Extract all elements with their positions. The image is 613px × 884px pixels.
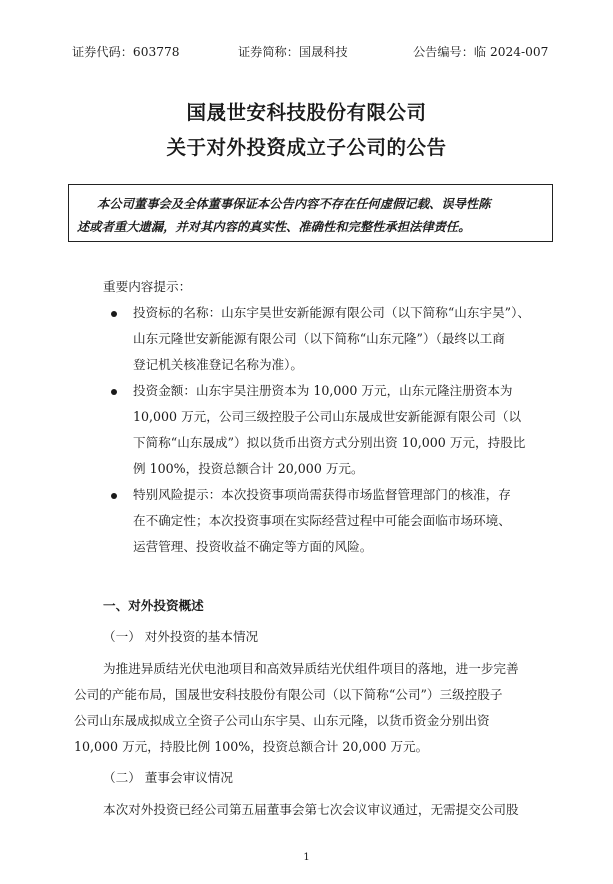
subsection-2-heading: （二） 董事会审议情况 xyxy=(103,770,233,785)
stock-code: 证券代码：603778 xyxy=(72,45,180,59)
bullet-icon xyxy=(111,311,117,317)
key-point-3-line-3: 运营管理、投资收益不确定等方面的风险。 xyxy=(133,539,373,554)
key-point-2-line-2: 10,000 万元，公司三级控股子公司山东晟成世安新能源有限公司（以 xyxy=(133,409,522,424)
bullet-icon xyxy=(111,493,117,499)
paragraph-1-line-1: 为推进异质结光伏电池项目和高效异质结光伏组件项目的落地，进一步完善 xyxy=(103,661,519,676)
announcement-title: 关于对外投资成立子公司的公告 xyxy=(166,136,447,159)
key-point-3-line-1: 特别风险提示：本次投资事项尚需获得市场监督管理部门的核准，存 xyxy=(133,487,511,502)
key-point-3-line-2: 在不确定性；本次投资事项在实际经营过程中可能会面临市场环境、 xyxy=(133,513,511,528)
paragraph-2-line-1: 本次对外投资已经公司第五届董事会第七次会议审议通过，无需提交公司股 xyxy=(103,802,519,817)
stock-name: 证券简称：国晟科技 xyxy=(238,45,348,59)
subsection-1-heading: （一） 对外投资的基本情况 xyxy=(103,629,259,644)
key-point-1-line-1: 投资标的名称：山东宇昊世安新能源有限公司（以下简称“山东宇昊”）、 xyxy=(133,305,530,320)
disclaimer-line-1: 本公司董事会及全体董事保证本公告内容不存在任何虚假记载、误导性陈 xyxy=(97,196,491,211)
notice-number: 公告编号：临 2024-007 xyxy=(413,45,549,59)
page-number: 1 xyxy=(303,852,310,863)
key-point-2-line-1: 投资金额：山东宇昊注册资本为 10,000 万元，山东元隆注册资本为 xyxy=(133,383,513,398)
key-point-1-line-3: 登记机关核准登记名称为准）。 xyxy=(133,357,304,372)
disclaimer-line-2: 述或者重大遗漏，并对其内容的真实性、准确性和完整性承担法律责任。 xyxy=(77,219,471,234)
paragraph-1-line-3: 公司山东晟成拟成立全资子公司山东宇昊、山东元隆，以货币资金分别出资 xyxy=(74,713,490,728)
key-point-2-line-3: 下简称“山东晟成”）拟以货币出资方式分别出资 10,000 万元，持股比 xyxy=(133,435,526,450)
disclaimer-box xyxy=(68,184,553,242)
paragraph-1-line-4: 10,000 万元，持股比例 100%，投资总额合计 20,000 万元。 xyxy=(74,739,429,754)
key-point-2-line-4: 例 100%，投资总额合计 20,000 万元。 xyxy=(133,461,364,476)
section-1-heading: 一、对外投资概述 xyxy=(103,598,204,613)
key-points-heading: 重要内容提示： xyxy=(103,279,192,294)
paragraph-1-line-2: 公司的产能布局，国晟世安科技股份有限公司（以下简称“公司”）三级控股子 xyxy=(74,687,503,702)
bullet-icon xyxy=(111,389,117,395)
key-point-1-line-2: 山东元隆世安新能源有限公司（以下简称“山东元隆”）（最终以工商 xyxy=(133,331,505,346)
company-title: 国晟世安科技股份有限公司 xyxy=(186,101,427,124)
